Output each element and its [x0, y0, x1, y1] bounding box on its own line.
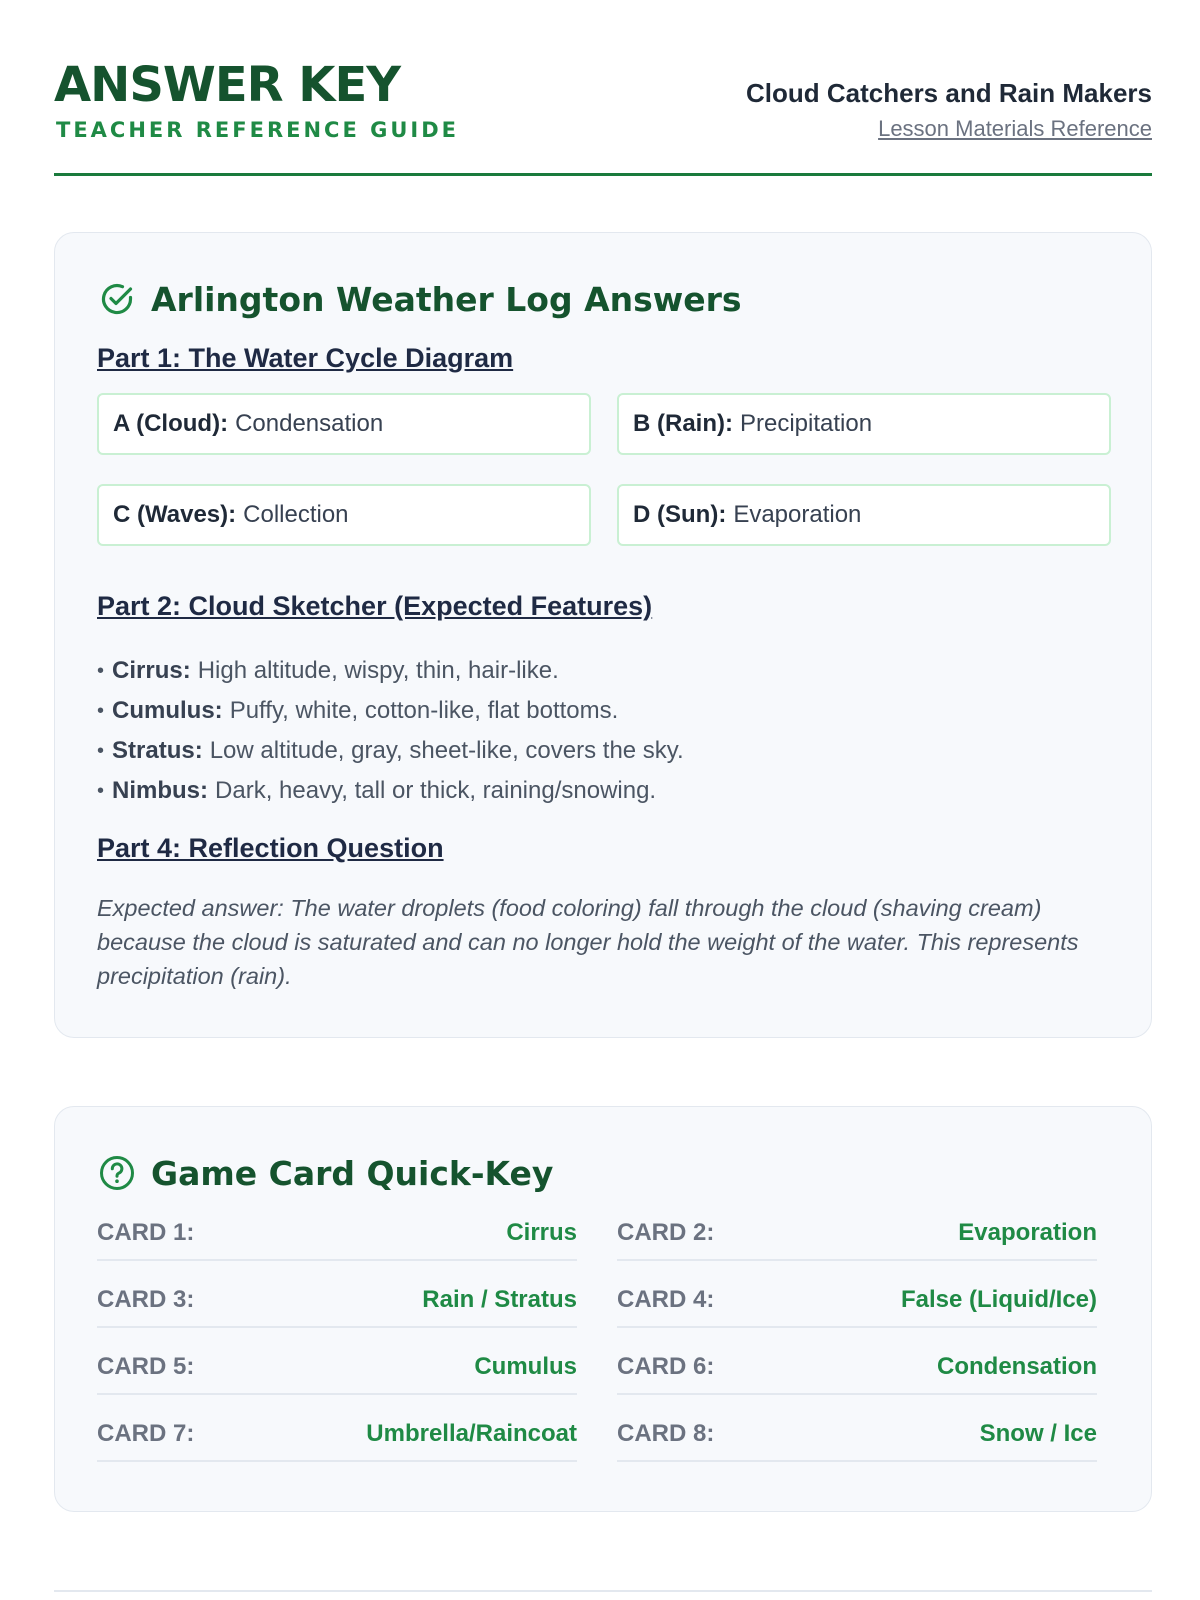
list-item — [97, 691, 1107, 731]
answer-value: Evaporation — [733, 501, 862, 528]
game-card-key-card — [54, 1106, 1152, 1512]
cloud-description: Dark, heavy, tall or thick, raining/snowing. — [215, 777, 657, 804]
card-answer: Snow / Ice — [979, 1420, 1097, 1447]
card-label: CARD 5: — [97, 1353, 195, 1380]
card-row — [617, 1408, 1097, 1462]
cloud-description: High altitude, wispy, thin, hair-like. — [197, 657, 559, 684]
card-answer: False (Liquid/Ice) — [900, 1286, 1097, 1313]
list-item — [97, 771, 1107, 811]
page-header — [54, 56, 1152, 176]
card-label: CARD 6: — [617, 1353, 715, 1380]
answer-label: B (Rain): — [633, 410, 733, 437]
answer-value: Collection — [243, 501, 349, 528]
bullet: • — [97, 699, 105, 722]
card-row — [97, 1274, 577, 1328]
card-row — [617, 1274, 1097, 1328]
check-circle-icon — [97, 279, 137, 319]
answer-value: Precipitation — [739, 410, 873, 437]
card-row — [617, 1341, 1097, 1395]
cloud-name: Nimbus: — [112, 777, 209, 804]
weather-log-heading — [97, 277, 742, 321]
lesson-title: Cloud Catchers and Rain Makers — [746, 78, 1152, 108]
lesson-materials-link[interactable]: Lesson Materials Reference — [878, 116, 1152, 141]
card-label: CARD 3: — [97, 1286, 195, 1313]
bullet: • — [97, 739, 105, 762]
cloud-name: Cirrus: — [112, 657, 191, 684]
card-row — [97, 1341, 577, 1395]
part2-title: Part 2: Cloud Sketcher (Expected Features) — [97, 591, 653, 621]
part1-title: Part 1: The Water Cycle Diagram — [97, 343, 514, 373]
part4-title: Part 4: Reflection Question — [97, 833, 444, 863]
answer-label: D (Sun): — [633, 501, 727, 528]
card-answer: Evaporation — [958, 1219, 1097, 1246]
card-label: CARD 4: — [617, 1286, 715, 1313]
answer-box-c — [97, 484, 591, 546]
game-card-heading — [97, 1151, 553, 1195]
cloud-feature-list — [97, 651, 1107, 811]
game-card-title: Game Card Quick-Key — [151, 1153, 554, 1193]
cloud-description: Puffy, white, cotton-like, flat bottoms. — [229, 697, 619, 724]
list-item — [97, 731, 1107, 771]
page-subtitle: TEACHER REFERENCE GUIDE — [56, 118, 459, 142]
card-label: CARD 7: — [97, 1420, 195, 1447]
footer-divider — [54, 1590, 1152, 1592]
cloud-name: Cumulus: — [112, 697, 223, 724]
card-row — [617, 1207, 1097, 1261]
card-label: CARD 8: — [617, 1420, 715, 1447]
page-title: ANSWER KEY — [54, 57, 401, 113]
bullet: • — [97, 659, 105, 682]
card-answer: Cumulus — [474, 1353, 577, 1380]
card-row — [97, 1207, 577, 1261]
card-answer: Condensation — [937, 1353, 1097, 1380]
list-item — [97, 651, 1107, 691]
card-label: CARD 1: — [97, 1219, 195, 1246]
answer-box-d — [617, 484, 1111, 546]
answer-box-a — [97, 393, 591, 455]
question-circle-icon — [97, 1153, 137, 1193]
cloud-name: Stratus: — [112, 737, 203, 764]
answer-box-b — [617, 393, 1111, 455]
answer-label: C (Waves): — [113, 501, 237, 528]
card-answer: Cirrus — [506, 1219, 577, 1246]
cloud-description: Low altitude, gray, sheet-like, covers the sky. — [209, 737, 684, 764]
card-row — [97, 1408, 577, 1462]
reflection-answer: Expected answer: The water droplets (food coloring) fall through the cloud (shaving cream) because the cloud is saturated and can no longer hold the weight of the water. This represents precipitation (rain). — [97, 895, 1079, 989]
weather-log-card — [54, 232, 1152, 1038]
answer-value: Condensation — [235, 410, 384, 437]
card-answer: Umbrella/Raincoat — [366, 1420, 577, 1447]
card-answer: Rain / Stratus — [422, 1286, 577, 1313]
card-label: CARD 2: — [617, 1219, 715, 1246]
answer-label: A (Cloud): — [113, 410, 229, 437]
bullet: • — [97, 779, 105, 802]
weather-log-title: Arlington Weather Log Answers — [151, 279, 742, 319]
